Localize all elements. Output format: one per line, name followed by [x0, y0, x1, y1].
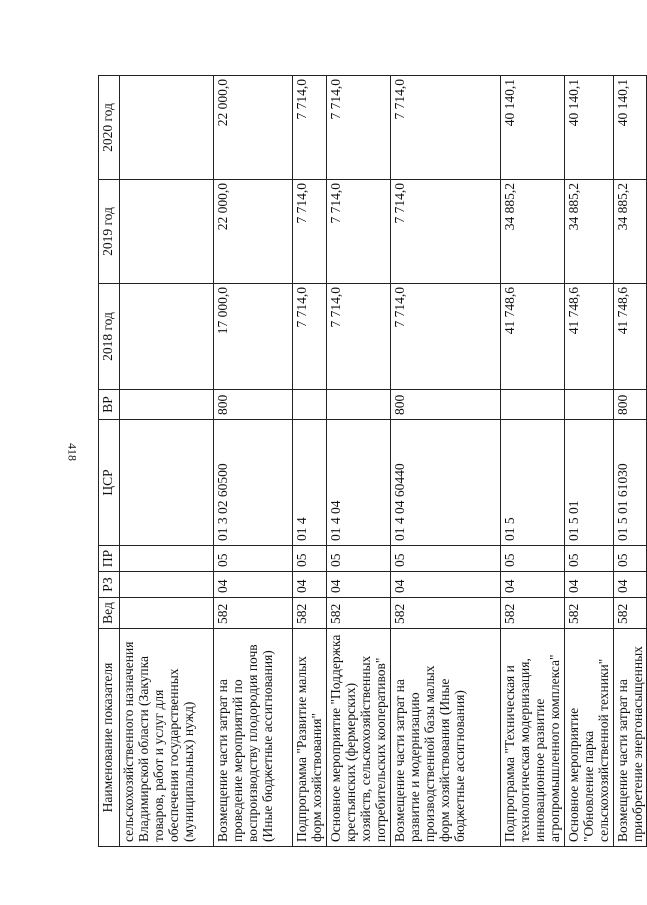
cell-vr: [293, 390, 327, 420]
cell-csr: 01 4 04: [327, 420, 391, 546]
cell-2020: 7 714,0: [327, 76, 391, 180]
cell-csr: 01 5 01: [565, 420, 614, 546]
cell-rz: 04: [293, 572, 327, 598]
cell-2019: 34 885,2: [501, 180, 565, 284]
cell-vr: [327, 390, 391, 420]
cell-pr: 05: [327, 546, 391, 572]
table-row: [327, 76, 391, 847]
cell-2020: 40 140,1: [565, 76, 614, 180]
cell-pr: 05: [391, 546, 501, 572]
header-csr: ЦСР: [99, 420, 120, 546]
table-row: [614, 76, 647, 847]
cell-name: Возмещение части затрат на проведение мероприятий по воспроизводству плодородия почв (Иные бюджетные ассигнования): [214, 629, 293, 847]
cell-2019: 7 714,0: [391, 180, 501, 284]
header-2018: 2018 год: [99, 284, 120, 390]
table-row: [501, 76, 565, 847]
cell-2019: [120, 180, 214, 284]
cell-vr: 800: [614, 390, 647, 420]
cell-rz: 04: [565, 572, 614, 598]
cell-pr: 05: [214, 546, 293, 572]
cell-2019: 7 714,0: [327, 180, 391, 284]
cell-2019: 34 885,2: [565, 180, 614, 284]
cell-rz: [120, 572, 214, 598]
cell-rz: 04: [327, 572, 391, 598]
table-row: [120, 76, 214, 847]
header-2020: 2020 год: [99, 76, 120, 180]
cell-2020: [120, 76, 214, 180]
cell-2018: 7 714,0: [293, 284, 327, 390]
cell-vr: 800: [391, 390, 501, 420]
table-container: [98, 76, 645, 847]
cell-ved: 582: [565, 598, 614, 629]
cell-pr: 05: [614, 546, 647, 572]
page-number: 418: [65, 443, 80, 461]
cell-vr: [501, 390, 565, 420]
cell-2020: 40 140,1: [614, 76, 647, 180]
cell-name: Подпрограмма "Техническая и технологическая модернизация, инновационное развитие агропромышленного комплекса": [501, 629, 565, 847]
cell-2018: 17 000,0: [214, 284, 293, 390]
cell-name: сельскохозяйственного назначения Владимирской области (Закупка товаров, работ и услуг для обеспечения государственных (муниципальных) нужд): [120, 629, 214, 847]
table-row: [565, 76, 614, 847]
cell-name: Основное мероприятие "Обновление парка сельскохозяйственной техники": [565, 629, 614, 847]
budget-table: [98, 75, 647, 847]
cell-vr: [565, 390, 614, 420]
cell-2018: 41 748,6: [501, 284, 565, 390]
cell-2020: 40 140,1: [501, 76, 565, 180]
header-rz: РЗ: [99, 572, 120, 598]
cell-rz: 04: [501, 572, 565, 598]
table-row: [391, 76, 501, 847]
cell-2019: 34 885,2: [614, 180, 647, 284]
cell-ved: 582: [214, 598, 293, 629]
cell-ved: 582: [614, 598, 647, 629]
cell-name: Основное мероприятие "Поддержка крестьянских (фермерских) хозяйств, сельскохозяйственных потребительских кооперативов": [327, 629, 391, 847]
header-pr: ПР: [99, 546, 120, 572]
cell-ved: [120, 598, 214, 629]
cell-2018: 7 714,0: [327, 284, 391, 390]
cell-csr: 01 4: [293, 420, 327, 546]
cell-2019: 22 000,0: [214, 180, 293, 284]
cell-2019: 7 714,0: [293, 180, 327, 284]
cell-rz: 04: [391, 572, 501, 598]
header-row: [99, 76, 120, 847]
cell-2020: 7 714,0: [391, 76, 501, 180]
cell-ved: 582: [501, 598, 565, 629]
cell-csr: [120, 420, 214, 546]
cell-name: Возмещение части затрат на развитие и модернизацию производственной базы малых форм хозяйствования (Иные бюджетные ассигнования): [391, 629, 501, 847]
cell-ved: 582: [391, 598, 501, 629]
cell-rz: 04: [614, 572, 647, 598]
cell-csr: 01 5: [501, 420, 565, 546]
table-row: [214, 76, 293, 847]
header-2019: 2019 год: [99, 180, 120, 284]
cell-2020: 22 000,0: [214, 76, 293, 180]
header-vr: ВР: [99, 390, 120, 420]
cell-csr: 01 3 02 60500: [214, 420, 293, 546]
cell-name: Подпрограмма "Развитие малых форм хозяйствования": [293, 629, 327, 847]
cell-pr: 05: [293, 546, 327, 572]
table-row: [293, 76, 327, 847]
cell-ved: 582: [293, 598, 327, 629]
cell-2018: 7 714,0: [391, 284, 501, 390]
cell-2018: 41 748,6: [565, 284, 614, 390]
header-name: Наименование показателя: [99, 629, 120, 847]
cell-pr: [120, 546, 214, 572]
cell-csr: 01 4 04 60440: [391, 420, 501, 546]
cell-2020: 7 714,0: [293, 76, 327, 180]
cell-name: Возмещение части затрат на приобретение энергонасыщенных: [614, 629, 647, 847]
cell-csr: 01 5 01 61030: [614, 420, 647, 546]
cell-2018: 41 748,6: [614, 284, 647, 390]
header-ved: Вед: [99, 598, 120, 629]
cell-ved: 582: [327, 598, 391, 629]
cell-vr: 800: [214, 390, 293, 420]
cell-vr: [120, 390, 214, 420]
cell-rz: 04: [214, 572, 293, 598]
cell-pr: 05: [501, 546, 565, 572]
cell-pr: 05: [565, 546, 614, 572]
cell-2018: [120, 284, 214, 390]
